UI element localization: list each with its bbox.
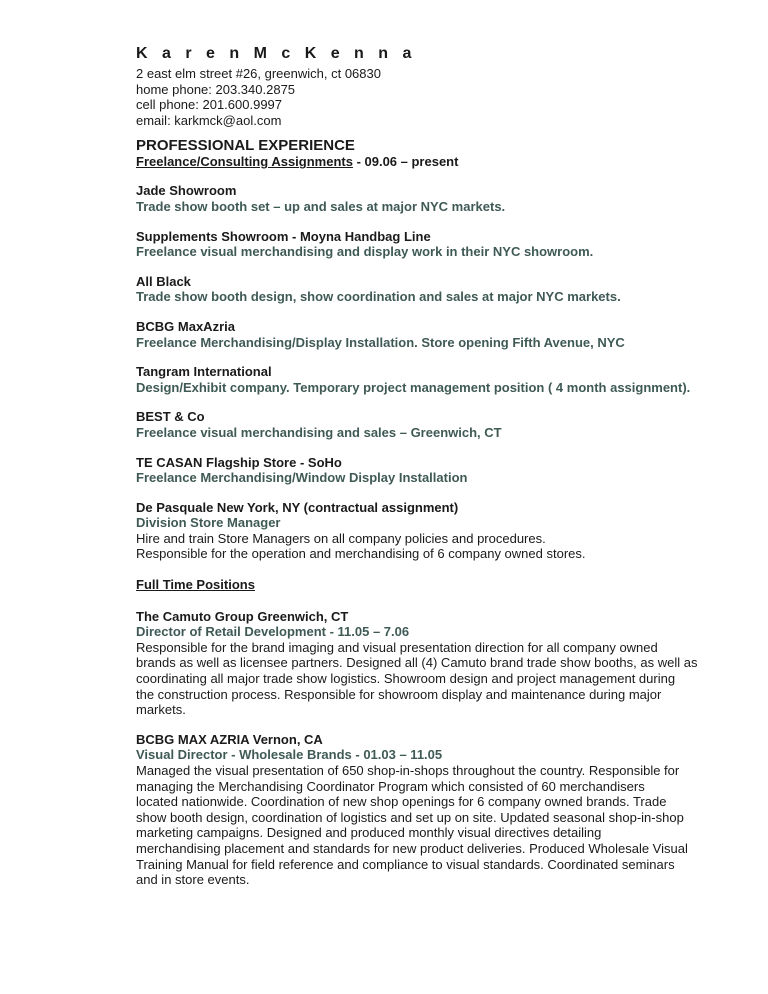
candidate-name: K a r e n M c K e n n a	[136, 45, 417, 62]
email: email: karkmck@aol.com	[136, 112, 282, 128]
entry-line: located nationwide. Coordination of new shop openings for 6 company owned brands. Trade	[136, 794, 667, 810]
depasquale-entry	[136, 500, 736, 562]
freelance-entry	[136, 183, 736, 214]
entry-company: Supplements Showroom - Moyna Handbag Line	[136, 228, 431, 244]
bcbg-entry	[136, 732, 736, 888]
contact-block	[136, 66, 736, 128]
home-phone: home phone: 203.340.2875	[136, 81, 296, 97]
entry-company: BCBG MaxAzria	[136, 318, 235, 334]
entry-line: coordinating all major trade show logistics. Showroom design and project management during	[136, 671, 676, 687]
entry-description: Freelance Merchandising/Window Display Installation	[136, 470, 468, 486]
freelance-heading-dates: - 09.06 – present	[352, 154, 459, 170]
entry-description: Freelance visual merchandising and sales – Greenwich, CT	[136, 424, 502, 440]
entry-company: BEST & Co	[136, 409, 205, 425]
freelance-heading-label: Freelance/Consulting Assignments	[136, 154, 353, 170]
entry-company: De Pasquale New York, NY (contractual assignment)	[136, 499, 459, 515]
entry-line: Training Manual for field reference and compliance to visual standards. Coordinated seminars	[136, 856, 675, 872]
entry-line: Managed the visual presentation of 650 shop-in-shops throughout the country. Responsible for	[136, 763, 680, 778]
entry-company: BCBG MAX AZRIA Vernon, CA	[136, 731, 323, 747]
resume-content	[136, 44, 736, 888]
freelance-entry	[136, 409, 736, 440]
entry-company: All Black	[136, 273, 191, 289]
entry-line: and in store events.	[136, 872, 250, 888]
entry-description: Freelance visual merchandising and display work in their NYC showroom.	[136, 244, 594, 260]
entry-description: Design/Exhibit company. Temporary project management position ( 4 month assignment).	[136, 379, 691, 395]
entry-title: Visual Director - Wholesale Brands - 01.03 – 11.05	[136, 747, 443, 763]
freelance-heading	[136, 154, 736, 170]
entry-title: Division Store Manager	[136, 515, 281, 531]
entry-line: managing the Merchandising Coordinator Program which consisted of 60 merchandisers	[136, 778, 645, 794]
entry-description: Freelance Merchandising/Display Installation. Store opening Fifth Avenue, NYC	[136, 334, 625, 350]
entry-line: show booth design, coordination of logistics and set up on site. Updated seasonal shop-in-shop	[136, 809, 684, 825]
freelance-entry	[136, 455, 736, 486]
entry-line: Responsible for the brand imaging and visual presentation direction for all company owned	[136, 639, 658, 655]
entry-line: the construction process. Responsible for showroom display and maintenance during major	[136, 686, 662, 702]
entry-line: Responsible for the operation and merchandising of 6 company owned stores.	[136, 546, 586, 562]
entry-line: brands as well as licensee partners. Designed all (4) Camuto brand trade show booths, as well as	[136, 655, 698, 671]
entry-company: TE CASAN Flagship Store - SoHo	[136, 454, 342, 470]
entry-line: markets.	[136, 702, 186, 718]
section-title-experience: PROFESSIONAL EXPERIENCE	[136, 137, 355, 155]
address: 2 east elm street #26, greenwich, ct 06830	[136, 66, 381, 81]
camuto-entry	[136, 609, 736, 718]
freelance-entry	[136, 229, 736, 260]
freelance-entry	[136, 274, 736, 305]
entry-title: Director of Retail Development - 11.05 – 7.06	[136, 624, 410, 640]
entry-line: merchandising placement and standards for new product deliveries. Produced Wholesale Visual	[136, 840, 688, 856]
entry-line: marketing campaigns. Designed and produced monthly visual directives detailing	[136, 825, 602, 841]
cell-phone: cell phone: 201.600.9997	[136, 97, 283, 113]
full-time-heading: Full Time Positions	[136, 577, 255, 593]
entry-company: The Camuto Group Greenwich, CT	[136, 608, 349, 624]
freelance-entry	[136, 319, 736, 350]
entry-description: Trade show booth set – up and sales at major NYC markets.	[136, 198, 506, 214]
entry-description: Trade show booth design, show coordination and sales at major NYC markets.	[136, 289, 621, 305]
entry-company: Jade Showroom	[136, 183, 237, 199]
freelance-entry	[136, 364, 736, 395]
entry-line: Hire and train Store Managers on all company policies and procedures.	[136, 530, 546, 546]
entry-company: Tangram International	[136, 364, 272, 380]
